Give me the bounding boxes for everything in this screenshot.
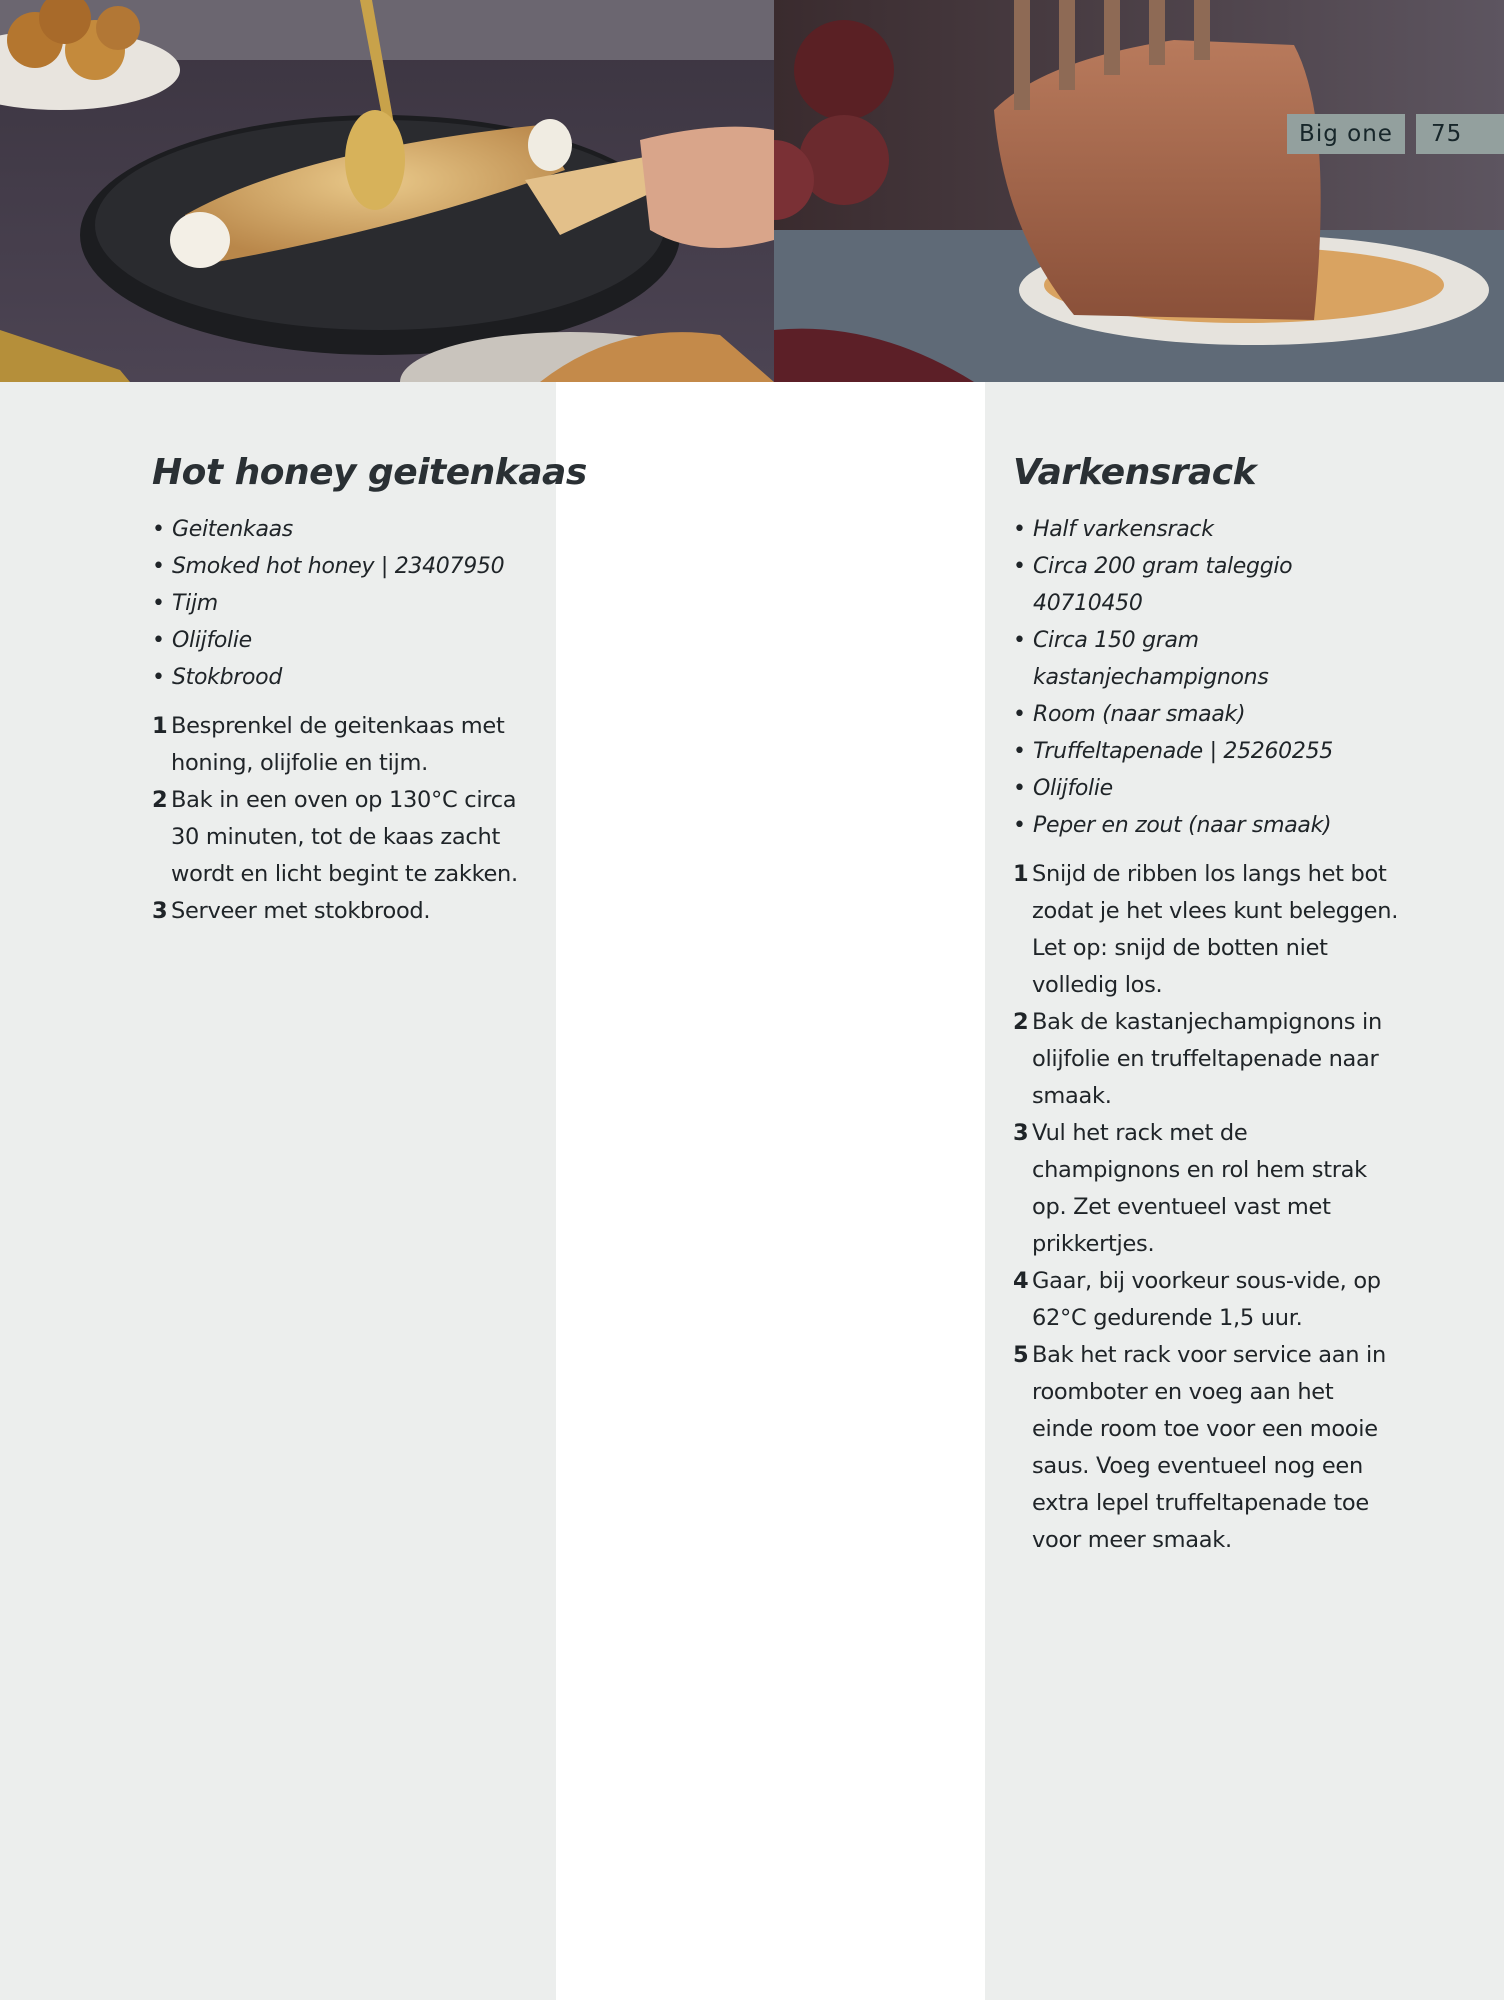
step-item: 5 Bak het rack voor service aan in roomboter en voeg aan het einde room toe voor een mooie saus. Voeg eventueel nog een extra lepel truffeltapenade toe voor meer smaak. <box>1013 1342 1386 1553</box>
ingredient-list <box>1013 511 1483 844</box>
ingredient-item: • Truffeltapenade | 25260255 <box>1013 739 1333 764</box>
recipe-varkensrack <box>1013 450 1483 1559</box>
recipe-hot-honey-geitenkaas <box>152 450 587 930</box>
recipe-title: Hot honey geitenkaas <box>152 452 587 493</box>
section-label: Big one <box>1287 114 1405 154</box>
ingredient-item: • Tijm <box>152 591 218 616</box>
step-list <box>152 708 552 930</box>
ingredient-item: • Peper en zout (naar smaak) <box>1013 813 1332 838</box>
recipe-title: Varkensrack <box>1013 452 1257 493</box>
step-item: 3 Vul het rack met de champignons en rol hem strak op. Zet eventueel vast met prikkertjes. <box>1013 1120 1367 1257</box>
page-number: 75 <box>1416 114 1504 154</box>
step-item: 1 Snijd de ribben los langs het bot zodat je het vlees kunt beleggen. Let op: snijd de botten niet volledig los. <box>1013 861 1399 998</box>
step-item: 1 Besprenkel de geitenkaas met honing, olijfolie en tijm. <box>152 713 505 776</box>
ingredient-item: • Olijfolie <box>152 628 252 653</box>
ingredient-item: • Smoked hot honey | 23407950 <box>152 554 505 579</box>
step-item: 2 Bak in een oven op 130°C circa 30 minuten, tot de kaas zacht wordt en licht begint te zakken. <box>152 787 518 887</box>
ingredient-item: • Room (naar smaak) <box>1013 702 1246 727</box>
ingredient-item: • Olijfolie <box>1013 776 1113 801</box>
ingredient-list <box>152 511 552 696</box>
ingredient-item: • Circa 150 gram kastanjechampignons <box>1013 628 1269 690</box>
pork-rack-photo <box>774 0 1504 382</box>
step-list <box>1013 856 1483 1559</box>
step-item: 4 Gaar, bij voorkeur sous-vide, op 62°C gedurende 1,5 uur. <box>1013 1268 1381 1331</box>
step-item: 3 Serveer met stokbrood. <box>152 898 431 924</box>
ingredient-item: • Stokbrood <box>152 665 282 690</box>
goat-cheese-photo <box>0 0 774 382</box>
ingredient-item: • Circa 200 gram taleggio 40710450 <box>1013 554 1293 616</box>
step-item: 2 Bak de kastanjechampignons in olijfolie en truffeltapenade naar smaak. <box>1013 1009 1382 1109</box>
ingredient-item: • Geitenkaas <box>152 517 293 542</box>
ingredient-item: • Half varkensrack <box>1013 517 1214 542</box>
